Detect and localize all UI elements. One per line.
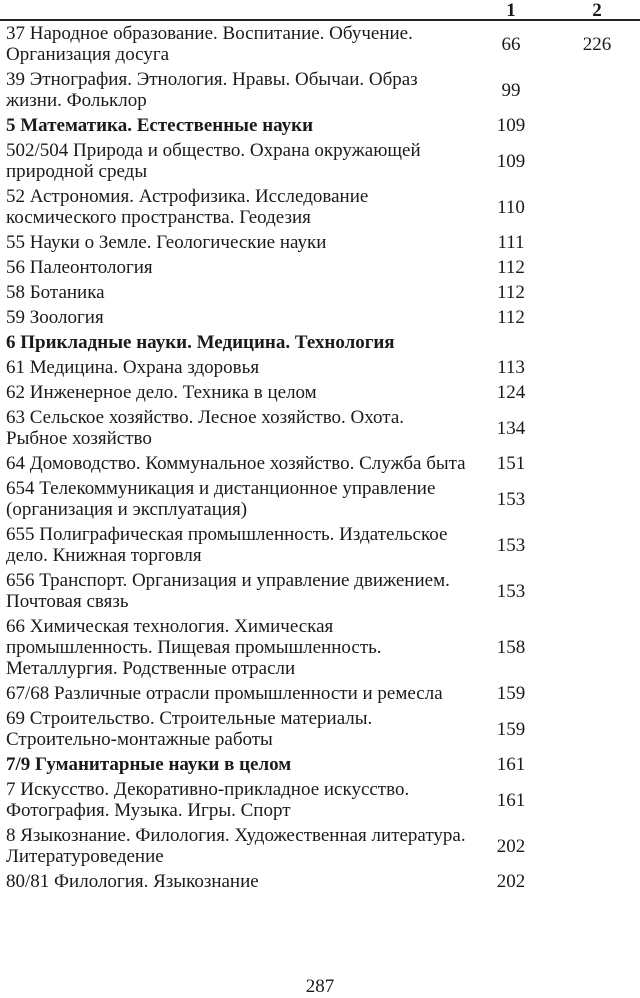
entry-text: 655 Полиграфическая промышленность. Издательское дело. Книжная торговля — [6, 524, 448, 566]
value-col2 — [554, 706, 640, 752]
table-row — [0, 138, 640, 184]
table-row — [0, 380, 640, 405]
value-col1: 202 — [496, 835, 526, 857]
value-col2 — [554, 752, 640, 777]
entry-text: 58 Ботаника — [6, 282, 105, 303]
value-col2 — [554, 67, 640, 113]
value-col2 — [554, 280, 640, 305]
value-col2 — [554, 614, 640, 681]
value-col1: 153 — [496, 580, 526, 602]
value-col1: 110 — [497, 196, 525, 218]
value-col2 — [554, 681, 640, 706]
entry-text: 61 Медицина. Охрана здоровья — [6, 357, 260, 378]
value-col2 — [554, 869, 640, 894]
value-col1: 113 — [497, 357, 525, 378]
value-col1: 111 — [497, 232, 525, 253]
column-header-2: 2 — [592, 0, 602, 21]
table-row — [0, 355, 640, 380]
table-row — [0, 305, 640, 330]
entry-text: 55 Науки о Земле. Геологические науки — [6, 232, 327, 253]
value-col2 — [554, 138, 640, 184]
value-col1: 112 — [497, 307, 525, 328]
entry-text: 5 Математика. Естественные науки — [6, 115, 314, 136]
entry-text: 69 Строительство. Строительные материалы. Строительно-монтажные работы — [6, 708, 373, 750]
value-col2 — [554, 305, 640, 330]
table-row — [0, 568, 640, 614]
entry-text: 59 Зоология — [6, 307, 104, 328]
value-col2 — [554, 777, 640, 823]
value-col2 — [554, 405, 640, 451]
entry-text: 654 Телекоммуникация и дистанционное управление (организация и эксплуатация) — [6, 478, 436, 520]
value-col2 — [554, 355, 640, 380]
table-row — [0, 706, 640, 752]
value-col2 — [554, 255, 640, 280]
table-row — [0, 777, 640, 823]
value-col1: 112 — [497, 257, 525, 278]
value-col1: 161 — [496, 754, 526, 775]
entry-text: 80/81 Филология. Языкознание — [6, 871, 259, 892]
value-col1: 153 — [496, 488, 526, 510]
value-col1: 112 — [497, 282, 525, 303]
entry-text: 64 Домоводство. Коммунальное хозяйство. Служба быта — [6, 453, 466, 474]
value-col2: 226 — [582, 33, 612, 55]
value-col1: 202 — [496, 871, 526, 892]
table-row — [0, 451, 640, 476]
value-col1: 109 — [496, 115, 526, 136]
value-col2 — [554, 113, 640, 138]
column-header-1: 1 — [506, 0, 516, 21]
table-row — [0, 184, 640, 230]
value-col2 — [554, 230, 640, 255]
header-blank — [0, 0, 468, 20]
entry-text: 8 Языкознание. Филология. Художественная литература. Литературоведение — [6, 825, 466, 867]
header-row — [0, 0, 640, 20]
table-row — [0, 752, 640, 777]
table-row — [0, 405, 640, 451]
table-row — [0, 20, 640, 67]
entry-text: 66 Химическая технология. Химическая промышленность. Пищевая промышленность. Металлургия. Родственные отрасли — [6, 616, 382, 679]
entry-text: 62 Инженерное дело. Техника в целом — [6, 382, 317, 403]
value-col2 — [554, 823, 640, 869]
value-col1: 66 — [501, 33, 521, 55]
value-col1: 99 — [501, 79, 521, 101]
table-row — [0, 113, 640, 138]
value-col1: 124 — [496, 382, 526, 403]
value-col2 — [554, 522, 640, 568]
table-row — [0, 614, 640, 681]
table-row — [0, 255, 640, 280]
value-col1: 109 — [496, 150, 526, 172]
value-col2 — [554, 568, 640, 614]
table-row — [0, 823, 640, 869]
table-row — [0, 869, 640, 894]
value-col1: 134 — [496, 417, 526, 439]
value-col1: 151 — [496, 453, 526, 474]
value-col1: 158 — [496, 637, 526, 658]
entry-text: 7/9 Гуманитарные науки в целом — [6, 754, 292, 775]
entry-text: 37 Народное образование. Воспитание. Обучение. Организация досуга — [6, 23, 413, 65]
entry-text: 502/504 Природа и общество. Охрана окружающей природной среды — [6, 140, 421, 182]
entry-text: 7 Искусство. Декоративно-прикладное искусство. Фотография. Музыка. Игры. Спорт — [6, 779, 410, 821]
value-col2 — [554, 380, 640, 405]
table-row — [0, 67, 640, 113]
value-col1: 153 — [496, 534, 526, 556]
table-row — [0, 522, 640, 568]
table-row — [0, 681, 640, 706]
value-col1: 161 — [496, 789, 526, 811]
table-row — [0, 330, 640, 355]
value-col1: 159 — [496, 683, 526, 704]
table-row — [0, 230, 640, 255]
value-col2 — [554, 451, 640, 476]
table-row — [0, 280, 640, 305]
entry-text: 63 Сельское хозяйство. Лесное хозяйство. Охота. Рыбное хозяйство — [6, 407, 405, 449]
entry-text: 52 Астрономия. Астрофизика. Исследование космического пространства. Геодезия — [6, 186, 369, 228]
value-col1 — [468, 330, 554, 355]
entry-text: 656 Транспорт. Организация и управление движением. Почтовая связь — [6, 570, 450, 612]
value-col2 — [554, 476, 640, 522]
entry-text: 39 Этнография. Этнология. Нравы. Обычаи. Образ жизни. Фольклор — [6, 69, 418, 111]
value-col2 — [554, 184, 640, 230]
table-row — [0, 476, 640, 522]
value-col2 — [554, 330, 640, 355]
entry-text: 6 Прикладные науки. Медицина. Технология — [6, 332, 395, 353]
entry-text: 56 Палеонтология — [6, 257, 153, 278]
entry-text: 67/68 Различные отрасли промышленности и ремесла — [6, 683, 443, 704]
page-number: 287 — [305, 976, 335, 997]
value-col1: 159 — [496, 718, 526, 740]
